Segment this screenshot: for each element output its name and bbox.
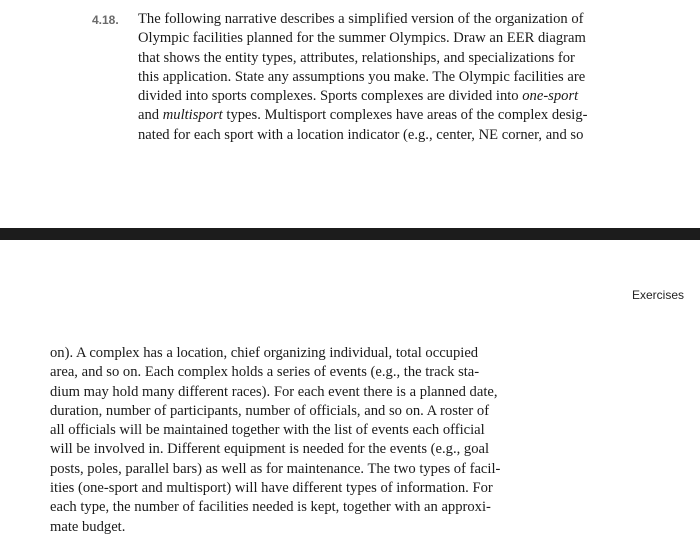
exercise-text-bottom: [50, 344, 650, 537]
text-segment: and: [138, 107, 163, 124]
text-line: this application. State any assumptions you make. The Olympic facilities are: [138, 68, 586, 85]
text-line: on). A complex has a location, chief organizing individual, total occupied: [50, 345, 479, 361]
exercise-number: 4.18.: [92, 13, 119, 27]
text-line: dium may hold many different races). For each event there is a planned date,: [50, 383, 498, 400]
text-line: nated for each sport with a location indicator (e.g., center, NE corner, and so: [138, 126, 584, 143]
running-head: Exercises: [631, 288, 684, 302]
exercise-text-top: [138, 10, 686, 145]
text-line: The following narrative describes a simplified version of the organization of: [138, 11, 584, 27]
text-line: [138, 87, 686, 106]
text-line: that shows the entity types, attributes, relationships, and specializations for: [138, 49, 575, 66]
text-segment: types. Multisport complexes have areas of the complex desig-: [222, 107, 588, 124]
top-page-fragment: [0, 0, 700, 228]
text-segment: divided into sports complexes. Sports complexes are divided into: [138, 88, 523, 105]
italic-term-multisport: multisport: [162, 107, 223, 124]
text-line: duration, number of participants, number of officials, and so on. A roster of: [50, 402, 490, 419]
text-line: area, and so on. Each complex holds a series of events (e.g., the track sta-: [50, 364, 480, 381]
text-line: ities (one-sport and multisport) will have different types of information. For: [50, 480, 493, 497]
text-line: Olympic facilities planned for the summer Olympics. Draw an EER diagram: [138, 30, 586, 47]
text-line: [138, 106, 686, 125]
bottom-page-fragment: [0, 240, 700, 560]
text-line: mate budget.: [50, 518, 126, 535]
text-line: posts, poles, parallel bars) as well as for maintenance. The two types of facil-: [50, 460, 501, 477]
text-line: will be involved in. Different equipment is needed for the events (e.g., goal: [50, 441, 490, 458]
text-line: all officials will be maintained together with the list of events each official: [50, 422, 485, 439]
italic-term-one-sport: one-sport: [522, 88, 579, 105]
text-line: each type, the number of facilities needed is kept, together with an approxi-: [50, 499, 491, 516]
page-break-bar: [0, 228, 700, 240]
